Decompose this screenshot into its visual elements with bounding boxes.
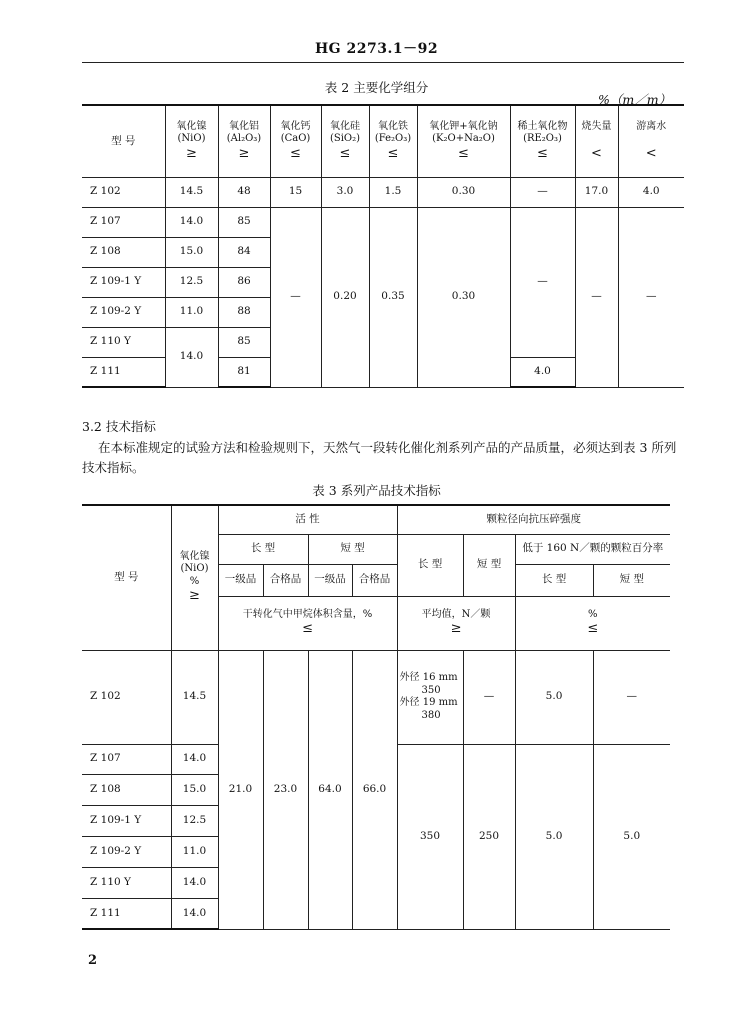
t2-k2o-cell: 0.30 [417,177,510,207]
t3-head-strength: 颗粒径向抗压碎强度 [397,505,670,534]
t2-head-model: 型 号 [82,105,165,177]
t2-head-fe2o3: 氧化铁 (Fe₂O₃) ≤ [369,105,417,177]
t2-model: Z 109-1 Y [82,267,165,297]
t2-model: Z 107 [82,207,165,237]
t2-re2o3-z111: 4.0 [510,357,575,387]
t2-loss-merged: — [575,207,618,387]
t3-head-pct: % ≤ [515,596,670,650]
t3-nio-cell: 12.5 [171,805,218,836]
t3-head-long: 长 型 [218,534,308,564]
document-code: HG 2273.1－92 [314,41,439,57]
t3-model: Z 111 [82,898,171,929]
t3-head-grade-ok: 合格品 [263,564,308,596]
t3-head-activity: 活 性 [218,505,397,534]
t2-head-re2o3: 稀土氧化物 (RE₂O₃) ≤ [510,105,575,177]
t3-head-low-title: 低于 160 N／颗的颗粒百分率 [515,534,670,564]
t2-re2o3-cell: — [510,177,575,207]
t3-nio-cell: 14.0 [171,898,218,929]
t3-short-grade-ok: 66.0 [352,650,397,929]
t3-head-nio: 氧化镍 (NiO) % ≥ [171,505,218,650]
t3-z102-low-short: — [593,650,670,744]
t3-head-grade1: 一级品 [218,564,263,596]
t3-model: Z 107 [82,744,171,774]
t3-head-grade-ok: 合格品 [352,564,397,596]
t3-long-grade-ok: 23.0 [263,650,308,929]
t3-head-low-short: 短 型 [593,564,670,596]
t3-nio-cell: 14.0 [171,744,218,774]
t3-nio-cell: 15.0 [171,774,218,805]
t3-z102-long: 外径 16 mm 350 外径 19 mm 380 [397,650,463,744]
t2-model: Z 102 [82,177,165,207]
t2-head-sio2: 氧化硅 (SiO₂) ≤ [321,105,369,177]
t3-long-grade1: 21.0 [218,650,263,929]
t3-z102-low-long: 5.0 [515,650,593,744]
t3-nio-cell: 11.0 [171,836,218,867]
t3-rest-long: 350 [397,744,463,929]
t2-fe2o3-cell: 1.5 [369,177,417,207]
t3-head-low-long: 长 型 [515,564,593,596]
t2-cao-merged: — [270,207,321,387]
t2-head-water: 游离水 < [618,105,684,177]
header-rule [82,62,684,63]
t2-re2o3-merged: — [510,207,575,357]
t2-al2o3-cell: 85 [218,207,270,237]
t2-al2o3-cell: 88 [218,297,270,327]
t2-sio2-merged: 0.20 [321,207,369,387]
t2-model: Z 111 [82,357,165,387]
table3-caption: 表 3 系列产品技术指标 [312,483,441,498]
t3-nio-cell: 14.5 [171,650,218,744]
t2-head-cao: 氧化钙 (CaO) ≤ [270,105,321,177]
table2 [82,104,684,388]
t3-model: Z 108 [82,774,171,805]
page-number: 2 [88,953,98,968]
t3-model: Z 109-2 Y [82,836,171,867]
t3-rest-low-short: 5.0 [593,744,670,929]
t3-head-s-short: 短 型 [463,534,515,596]
t2-model: Z 110 Y [82,327,165,357]
t3-head-grade1: 一级品 [308,564,352,596]
table2-unit: %（m／m） [598,92,672,107]
t2-loss-cell: 17.0 [575,177,618,207]
t3-model: Z 109-1 Y [82,805,171,836]
t2-al2o3-cell: 85 [218,327,270,357]
table3 [82,504,670,930]
t2-al2o3-cell: 81 [218,357,270,387]
t2-head-loss: 烧失量 < [575,105,618,177]
t3-model: Z 110 Y [82,867,171,898]
t2-nio-cell: 15.0 [165,237,218,267]
t2-water-cell: 4.0 [618,177,684,207]
t3-head-short: 短 型 [308,534,397,564]
t3-head-s-long: 长 型 [397,534,463,596]
table2-caption: 表 2 主要化学组分 [324,80,429,95]
t2-water-merged: — [618,207,684,387]
t2-k2o-merged: 0.30 [417,207,510,387]
t2-nio-cell: 11.0 [165,297,218,327]
t3-head-avg: 平均值，N／颗 ≥ [397,596,515,650]
t2-head-al2o3: 氧化铝 (Al₂O₃) ≥ [218,105,270,177]
t2-al2o3-cell: 86 [218,267,270,297]
t2-fe2o3-merged: 0.35 [369,207,417,387]
t2-cao-cell: 15 [270,177,321,207]
t2-model: Z 108 [82,237,165,267]
t3-short-grade1: 64.0 [308,650,352,929]
section-heading: 3.2 技术指标 [82,419,156,434]
t2-sio2-cell: 3.0 [321,177,369,207]
t3-nio-cell: 14.0 [171,867,218,898]
t2-al2o3-cell: 84 [218,237,270,267]
t3-rest-low-long: 5.0 [515,744,593,929]
t2-nio-cell: 12.5 [165,267,218,297]
t3-rest-short: 250 [463,744,515,929]
t2-model: Z 109-2 Y [82,297,165,327]
section-paragraph: 在本标准规定的试验方法和检验规则下，天然气一段转化催化剂系列产品的产品质量，必须达到表 3 所列技术指标。 [82,440,677,475]
t2-head-nio: 氧化镍 (NiO) ≥ [165,105,218,177]
t2-nio-cell: 14.5 [165,177,218,207]
t2-head-k2o: 氧化钾+氧化钠 (K₂O+Na₂O) ≤ [417,105,510,177]
t3-z102-short: — [463,650,515,744]
t2-nio-merged: 14.0 [165,327,218,387]
t3-head-activity-desc: 干转化气中甲烷体积含量，% ≤ [218,596,397,650]
t3-model: Z 102 [82,650,171,744]
t2-nio-cell: 14.0 [165,207,218,237]
t2-al2o3-cell: 48 [218,177,270,207]
t3-head-model: 型 号 [82,505,171,650]
